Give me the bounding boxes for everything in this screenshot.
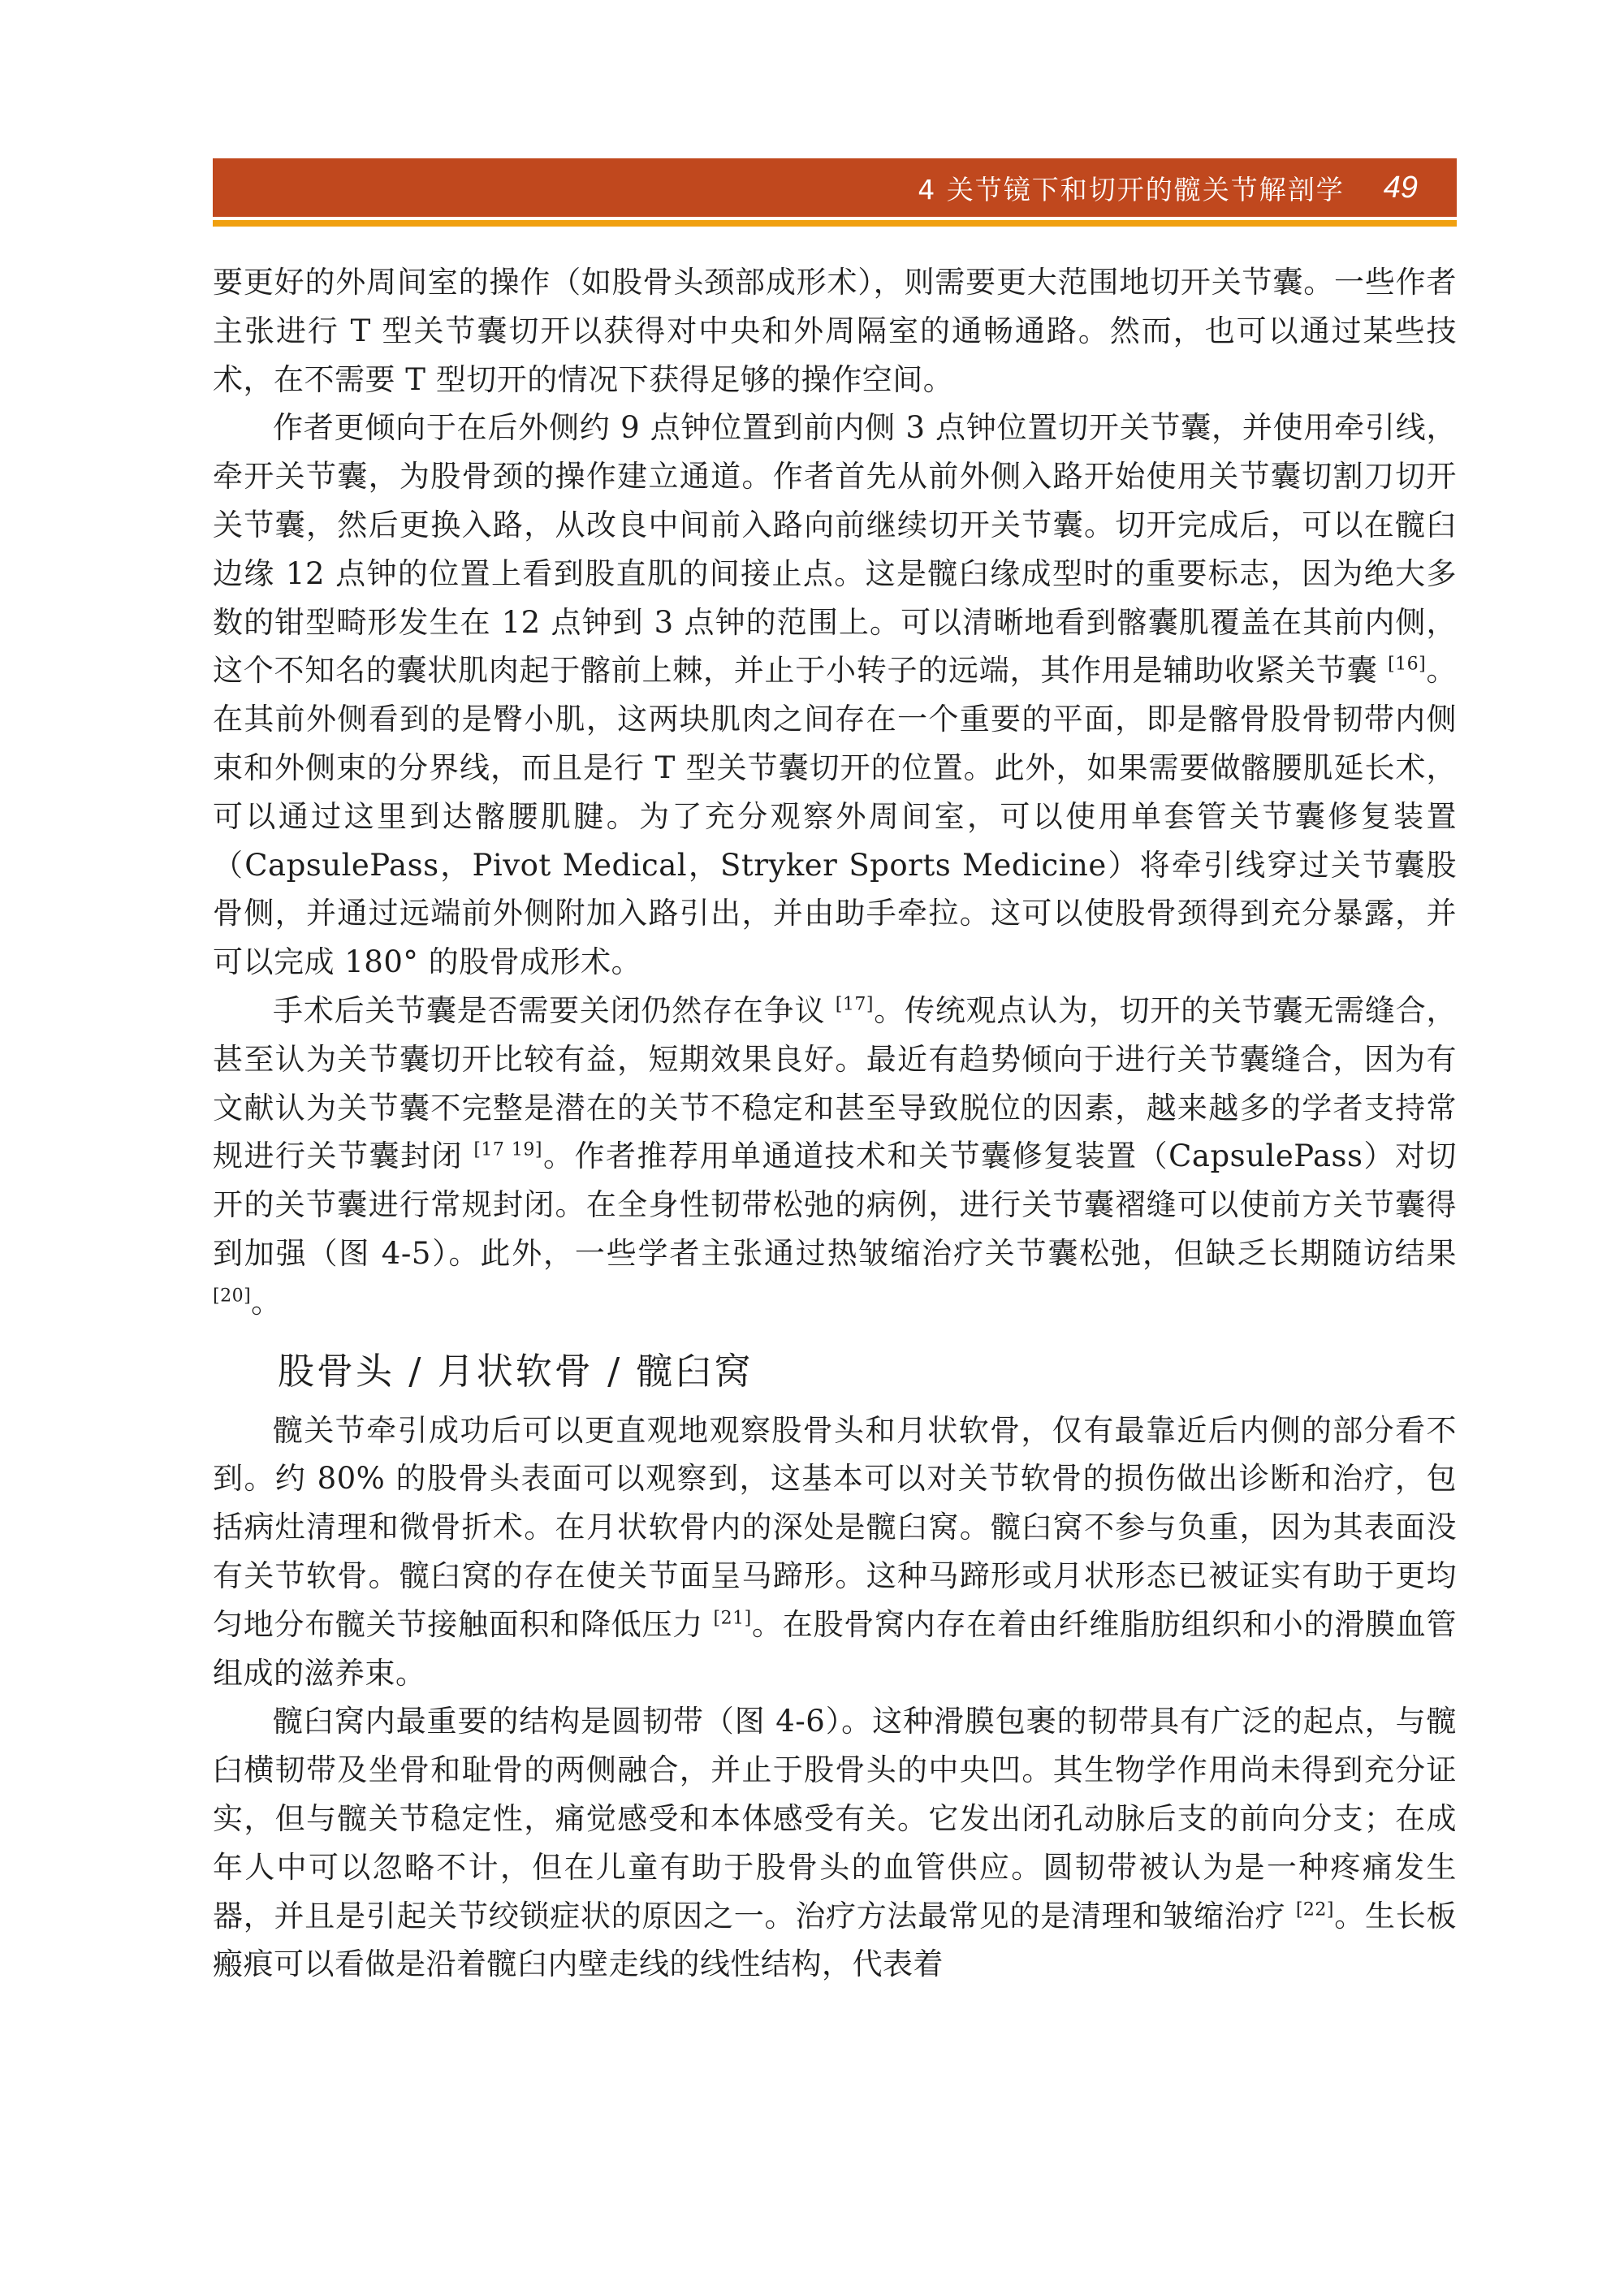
citation: [22] xyxy=(1295,1899,1334,1921)
citation: [21] xyxy=(713,1608,752,1629)
paragraph-3: 手术后关节囊是否需要关闭仍然存在争议 [17]。传统观点认为，切开的关节囊无需缝合，甚至认为关节囊切开比较有益，短期效果良好。最近有趋势倾向于进行关节囊缝合，因为有文献认为关节囊不完整是潜在的关节不稳定和甚至导致脱位的因素，越来越多的学者支持常规进行关节囊封闭 [17 19]。作者推荐用单通道技术和关节囊修复装置（CapsulePass）对切开的关节囊进行常规封闭。在全身性韧带松弛的病例，进行关节囊褶缝可以使前方关节囊得到加强（图 4-5）。此外，一些学者主张通过热皱缩治疗关节囊松弛，但缺乏长期随访结果 [20]。 xyxy=(213,992,1457,1320)
citation: [17] xyxy=(835,994,874,1015)
header-rule xyxy=(213,220,1457,227)
running-header xyxy=(213,158,1457,217)
section-heading: 股骨头 / 月状软骨 / 髋臼窝 xyxy=(278,1349,754,1393)
page-number: 49 xyxy=(1383,170,1418,205)
paragraph-4: 髋关节牵引成功后可以更直观地观察股骨头和月状软骨，仅有最靠近后内侧的部分看不到。约 80% 的股骨头表面可以观察到，这基本可以对关节软骨的损伤做出诊断和治疗，包括病灶清理和微骨折术。在月状软骨内的深处是髋臼窝。髋臼窝不参与负重，因为其表面没有关节软骨。髋臼窝的存在使关节面呈马蹄形。这种马蹄形或月状形态已被证实有助于更均匀地分布髋关节接触面积和降低压力 [21]。在股骨窝内存在着由纤维脂肪组织和小的滑膜血管组成的滋养束。 xyxy=(213,1412,1458,1691)
paragraph-2: 作者更倾向于在后外侧约 9 点钟位置到前内侧 3 点钟位置切开关节囊，并使用牵引线，牵开关节囊，为股骨颈的操作建立通道。作者首先从前外侧入路开始使用关节囊切割刀切开关节囊，然后更换入路，从改良中间前入路向前继续切开关节囊。切开完成后，可以在髋臼边缘 12 点钟的位置上看到股直肌的间接止点。这是髋臼缘成型时的重要标志，因为绝大多数的钳型畸形发生在 12 点钟到 3 点钟的范围上。可以清晰地看到髂囊肌覆盖在其前内侧，这个不知名的囊状肌肉起于髂前上棘，并止于小转子的远端，其作用是辅助收紧关节囊 [16]。在其前外侧看到的是臀小肌，这两块肌肉之间存在一个重要的平面，即是髂骨股骨韧带内侧束和外侧束的分界线，而且是行 T 型关节囊切开的位置。此外，如果需要做髂腰肌延长术，可以通过这里到达髂腰肌腱。为了充分观察外周间室，可以使用单套管关节囊修复装置（CapsulePass，Pivot Medical，Stryker Sports Medicine）将牵引线穿过关节囊股骨侧，并通过远端前外侧附加入路引出，并由助手牵拉。这可以使股骨颈得到充分暴露，并可以完成 180° 的股骨成形术。 xyxy=(213,410,1458,980)
page-body xyxy=(213,258,1457,1989)
chapter-title: 4 关节镜下和切开的髋关节解剖学 xyxy=(918,173,1345,205)
paragraph-5: 髋臼窝内最重要的结构是圆韧带（图 4-6）。这种滑膜包裹的韧带具有广泛的起点，与髋臼横韧带及坐骨和耻骨的两侧融合，并止于股骨头的中央凹。其生物学作用尚未得到充分证实，但与髋关节稳定性，痛觉感受和本体感受有关。它发出闭孔动脉后支的前向分支；在成年人中可以忽略不计，但在儿童有助于股骨头的血管供应。圆韧带被认为是一种疼痛发生器，并且是引起关节绞锁症状的原因之一。治疗方法最常见的是清理和皱缩治疗 [22]。生长板瘢痕可以看做是沿着髋臼内壁走线的线性结构，代表着 xyxy=(213,1704,1458,1982)
citation: [16] xyxy=(1388,655,1427,676)
paragraph-1: 要更好的外周间室的操作（如股骨头颈部成形术），则需要更大范围地切开关节囊。一些作者主张进行 T 型关节囊切开以获得对中央和外周隔室的通畅通路。然而，也可以通过某些技术，在不需要 T 型切开的情况下获得足够的操作空间。 xyxy=(213,265,1457,397)
citation: [20] xyxy=(213,1285,252,1307)
citation: [17 19] xyxy=(473,1140,542,1161)
